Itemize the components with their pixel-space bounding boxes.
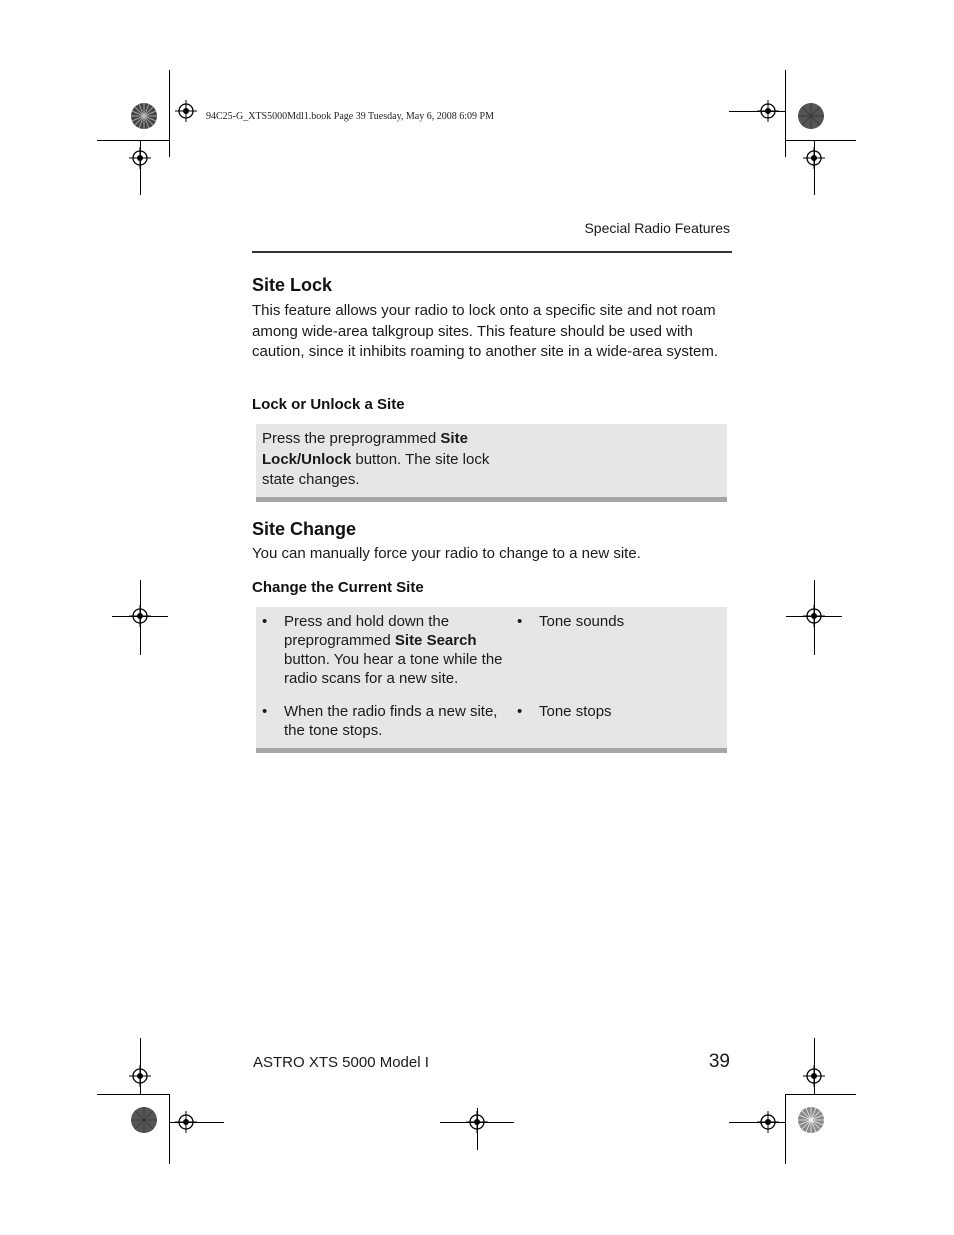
crop-line (785, 1094, 786, 1164)
section-title-site-change: Site Change (252, 519, 357, 539)
registration-target-icon (803, 147, 825, 169)
footer-title: ASTRO XTS 5000 Model I (253, 1054, 429, 1071)
registration-target-icon (175, 100, 197, 122)
sunburst-mark-icon (797, 102, 825, 130)
step-result: Tone stops (539, 703, 612, 720)
subheading-change-site: Change the Current Site (252, 579, 424, 596)
procedure-step (284, 612, 506, 688)
bullet: • (517, 613, 523, 630)
page-number: 39 (708, 1051, 730, 1072)
procedure-step (262, 429, 512, 491)
step-text: button. The site lock state changes. (262, 450, 490, 488)
section-title-site-lock: Site Lock (252, 275, 333, 295)
crop-line (169, 1094, 170, 1164)
procedure-step (284, 702, 506, 740)
running-head: Special Radio Features (584, 220, 730, 236)
step-result: Tone sounds (539, 613, 625, 630)
crop-line (785, 140, 856, 141)
crop-line (97, 1094, 169, 1095)
registration-target-icon (757, 1111, 779, 1133)
step-text: button. You hear a tone while the radio scans for a new site. (284, 651, 503, 687)
crop-line (97, 140, 169, 141)
procedure-table-lock (256, 424, 727, 502)
button-name: Site Search (394, 632, 477, 649)
site-lock-description: This feature allows your radio to lock onto a specific site and not roam among wide-area talkgroup sites. This feature should be used with caution, since it inhibits roaming to another site in a wide-area system. (252, 302, 719, 360)
sunburst-mark-icon (130, 1106, 158, 1134)
step-text: Press the preprogrammed (262, 430, 441, 447)
crop-line (785, 1094, 856, 1095)
registration-target-icon (757, 100, 779, 122)
registration-target-icon (803, 605, 825, 627)
bullet: • (262, 703, 268, 720)
button-name: Site Lock/Unlock (262, 430, 468, 468)
crop-line (169, 70, 170, 157)
sunburst-mark-icon (797, 1106, 825, 1134)
procedure-table-change (256, 607, 727, 753)
crop-line (785, 70, 786, 157)
registration-target-icon (803, 1065, 825, 1087)
site-change-description: You can manually force your radio to change to a new site. (252, 545, 641, 562)
header-rule (252, 251, 732, 253)
subheading-lock-unlock: Lock or Unlock a Site (252, 396, 405, 413)
bullet: • (262, 613, 268, 630)
registration-target-icon (129, 605, 151, 627)
registration-target-icon (129, 147, 151, 169)
registration-target-icon (129, 1065, 151, 1087)
registration-target-icon (175, 1111, 197, 1133)
registration-target-icon (466, 1111, 488, 1133)
print-info: 94C25-G_XTS5000Mdl1.book Page 39 Tuesday, May 6, 2008 6:09 PM (206, 111, 494, 122)
step-text: When the radio finds a new site, the tone stops. (284, 703, 498, 739)
step-text: Press and hold down the preprogrammed (284, 613, 450, 649)
sunburst-mark-icon (130, 102, 158, 130)
bullet: • (517, 703, 523, 720)
